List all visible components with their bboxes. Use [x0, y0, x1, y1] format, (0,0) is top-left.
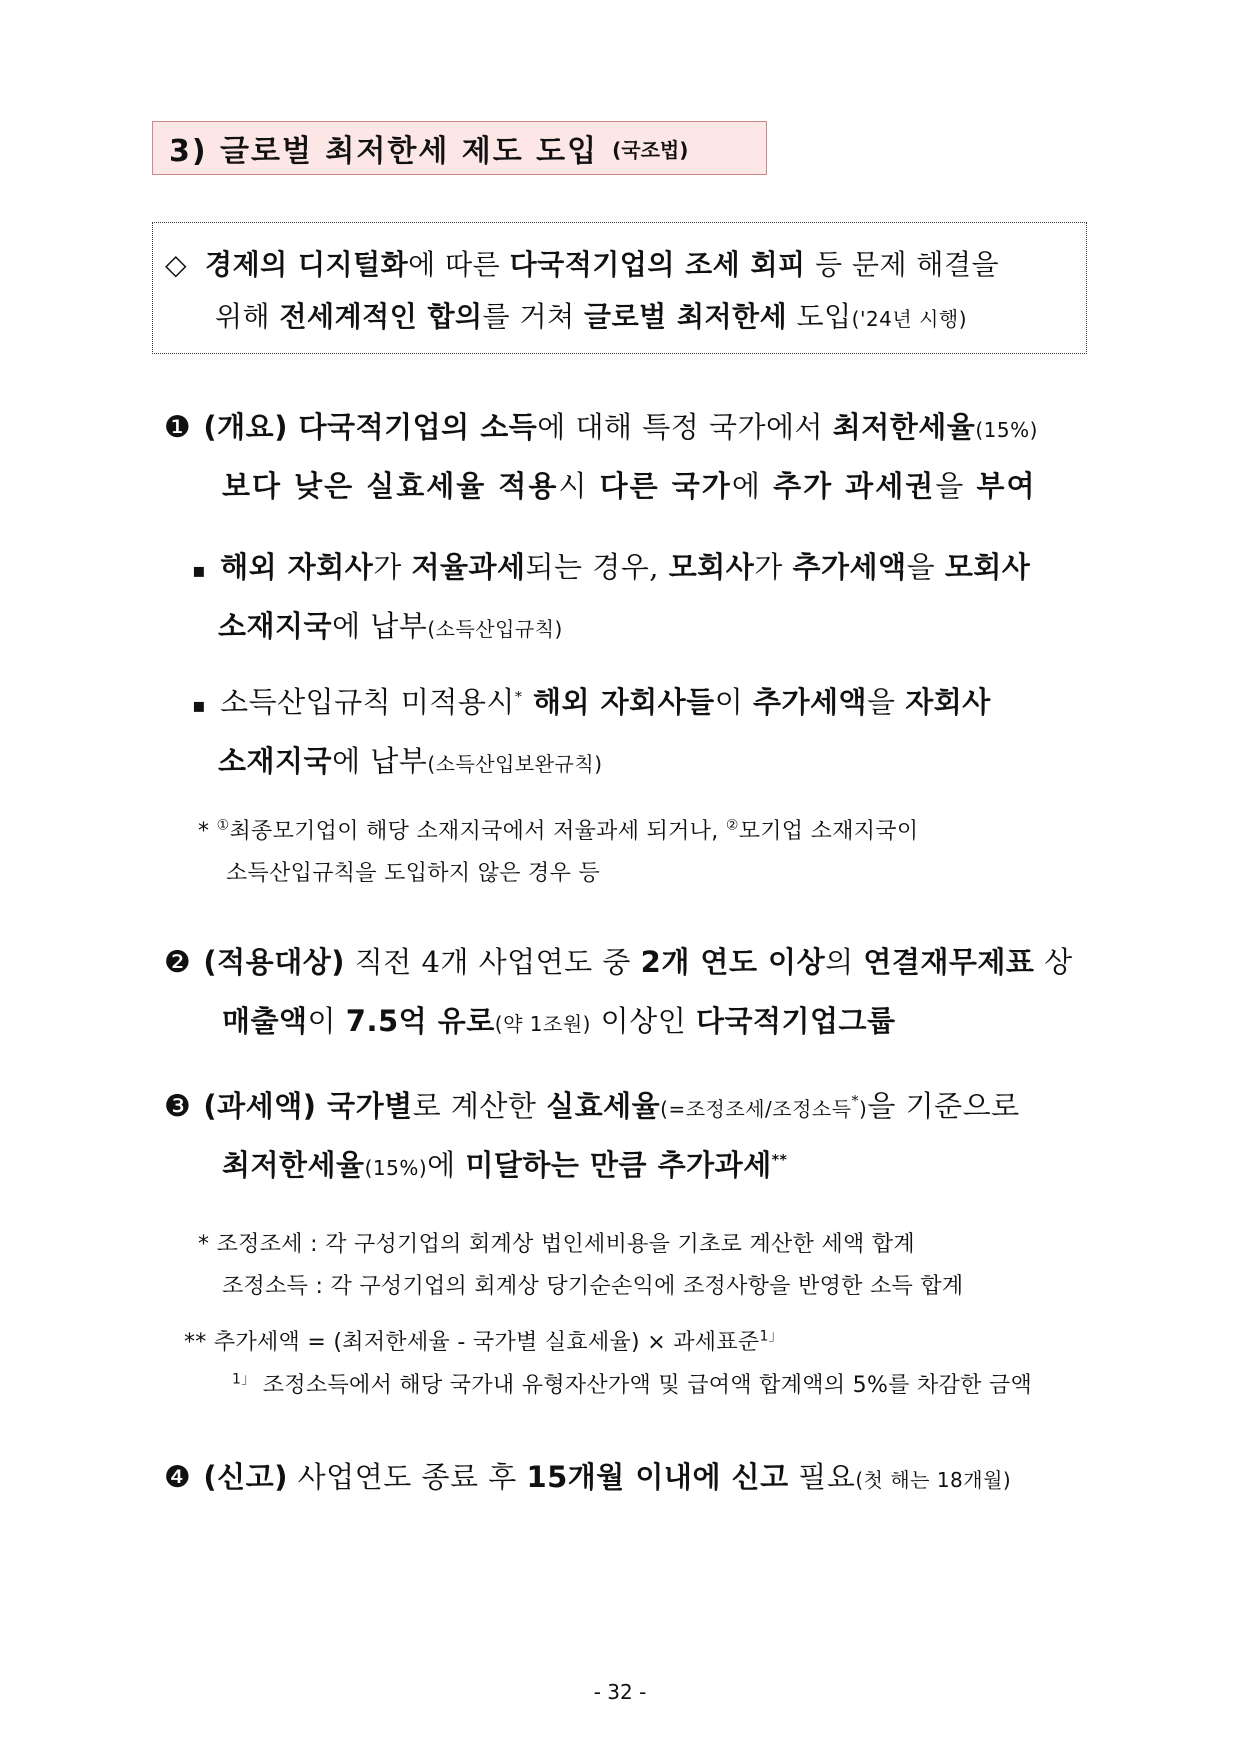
number-2-icon: ❷ [164, 945, 192, 980]
section-title-box [152, 121, 767, 175]
point1-bullet2-line-1: ▪ 소득산입규칙 미적용시* 해외 자회사들이 추가세액을 자회사 [192, 685, 991, 719]
point3-footnote-1: * 조정조세 : 각 구성기업의 회계상 법인세비용을 기초로 계산한 세액 합계 [198, 1232, 915, 1257]
point2-line-2: 매출액이 7.5억 유로(약 1조원) 이상인 다국적기업그룹 [222, 1004, 896, 1038]
number-3-icon: ❸ [164, 1089, 192, 1124]
point3-footnote-3: ** 추가세액 = (최저한세율 - 국가별 실효세율) × 과세표준$^{1」}$ [184, 1328, 783, 1355]
number-1-icon: ❶ [164, 410, 192, 445]
point1-footnote-line-2: 소득산입규칙을 도입하지 않은 경우 등 [226, 861, 601, 886]
point3-line-1: ❸ (과세액) 국가별로 계산한 실효세율(=조정조세/조정소득*)을 기준으로 [164, 1089, 1020, 1124]
square-bullet-icon: ▪ [192, 693, 207, 717]
summary-box [152, 222, 1087, 354]
point3-footnote-2: 조정소득 : 각 구성기업의 회계상 당기순손익에 조정사항을 반영한 소득 합계 [222, 1274, 964, 1299]
point1-bullet1-line-2: 소재지국에 납부(소득산입규칙) [218, 609, 563, 643]
square-bullet-icon: ▪ [192, 558, 207, 582]
summary-line-1: ◇ 경제의 디지털화에 따른 다국적기업의 조세 회피 등 문제 해결을 [165, 248, 1000, 281]
point2-line-1: ❷ (적용대상) 직전 4개 사업연도 중 2개 연도 이상의 연결재무제표 상 [164, 945, 1073, 980]
point1-line-2: 보다 낮은 실효세율 적용시 다른 국가에 추가 과세권을 부여 [222, 469, 1037, 503]
diamond-icon: ◇ [165, 248, 188, 281]
section-law: (국조법) [612, 137, 689, 162]
point3-footnote-4: $^{1」}$ 조정소득에서 해당 국가내 유형자산가액 및 급여액 합계액의 5%를 차감한 금액 [232, 1371, 1033, 1398]
point1-bullet1-line-1: ▪ 해외 자회사가 저율과세되는 경우, 모회사가 추가세액을 모회사 [192, 550, 1031, 584]
point1-footnote-line-1: * ①최종모기업이 해당 소재지국에서 저율과세 되거나, ②모기업 소재지국이 [198, 817, 919, 844]
point1-bullet2-line-2: 소재지국에 납부(소득산입보완규칙) [218, 744, 603, 778]
summary-line-2: 위해 전세계적인 합의를 거쳐 글로벌 최저한세 도입('24년 시행) [215, 300, 968, 333]
point3-line-2: 최저한세율(15%)에 미달하는 만큼 추가과세** [222, 1148, 788, 1182]
point1-line-1: ❶ (개요) 다국적기업의 소득에 대해 특정 국가에서 최저한세율(15%) [164, 410, 1038, 445]
section-title: 3) 글로벌 최저한세 제도 도입 [169, 134, 599, 169]
page-number: - 32 - [593, 1680, 647, 1704]
point4-line-1: ❹ (신고) 사업연도 종료 후 15개월 이내에 신고 필요(첫 해는 18개월) [164, 1460, 1012, 1495]
number-4-icon: ❹ [164, 1460, 192, 1495]
